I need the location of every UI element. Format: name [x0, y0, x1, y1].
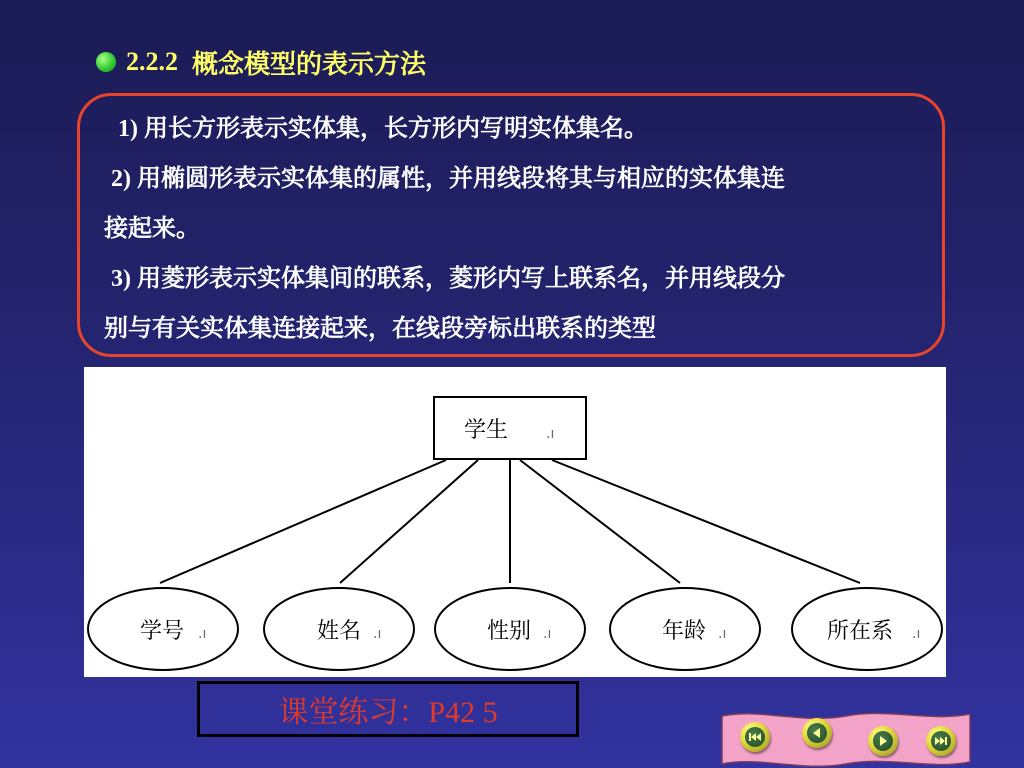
attribute-gender-mark: .​ı — [543, 626, 552, 642]
exercise-label: 课堂练习：P42 5 — [278, 696, 498, 729]
next-slide-button[interactable] — [868, 726, 898, 756]
rule-2-continuation: 接起来。 — [104, 213, 200, 242]
er-diagram — [84, 367, 946, 677]
attribute-age-mark: .​ı — [718, 626, 727, 642]
er-diagram-canvas — [84, 367, 946, 677]
rule-1 — [118, 112, 648, 145]
rule-2-number: 2) — [111, 166, 131, 192]
last-slide-button[interactable] — [926, 726, 956, 756]
rule-1-number: 1) — [118, 116, 138, 142]
last-slide-icon — [931, 731, 951, 751]
entity-rectangle — [434, 397, 586, 459]
first-slide-button[interactable] — [740, 722, 770, 752]
edge-student-id — [160, 460, 446, 583]
attribute-student-id-mark: .​ı — [198, 626, 207, 642]
attribute-department: 所在系 — [826, 619, 894, 644]
rule-3 — [111, 262, 785, 295]
exercise-box — [197, 681, 579, 737]
entity-label: 学生 — [463, 418, 509, 443]
rule-1-text: 用长方形表示实体集，长方形内写明实体集名。 — [144, 113, 648, 142]
previous-slide-button[interactable] — [802, 718, 832, 748]
section-number: 2.2.2 — [126, 47, 178, 76]
bullet-icon — [96, 52, 116, 72]
entity-edit-mark: .​ı — [546, 426, 555, 442]
attribute-gender: 性别 — [486, 619, 532, 644]
slide-title — [96, 42, 426, 82]
next-slide-icon — [873, 731, 893, 751]
section-title: 概念模型的表示方法 — [192, 49, 427, 80]
attribute-department-mark: .​ı — [912, 626, 921, 642]
edge-name — [340, 460, 478, 583]
rule-2-text: 用椭圆形表示实体集的属性，并用线段将其与相应的实体集连 — [137, 163, 785, 192]
previous-slide-icon — [807, 723, 827, 743]
rule-3-text: 用菱形表示实体集间的联系，菱形内写上联系名，并用线段分 — [137, 263, 785, 292]
attribute-student-id: 学号 — [139, 619, 185, 644]
attribute-age: 年龄 — [661, 619, 707, 644]
attribute-name: 姓名 — [316, 619, 362, 644]
slide-navigation — [720, 710, 972, 768]
rule-3-continuation: 别与有关实体集连接起来，在线段旁标出联系的类型 — [104, 313, 656, 342]
first-slide-icon — [745, 727, 765, 747]
rule-2 — [111, 162, 785, 195]
attribute-name-mark: .​ı — [373, 626, 382, 642]
edge-department — [552, 460, 860, 583]
rule-3-number: 3) — [111, 266, 131, 292]
